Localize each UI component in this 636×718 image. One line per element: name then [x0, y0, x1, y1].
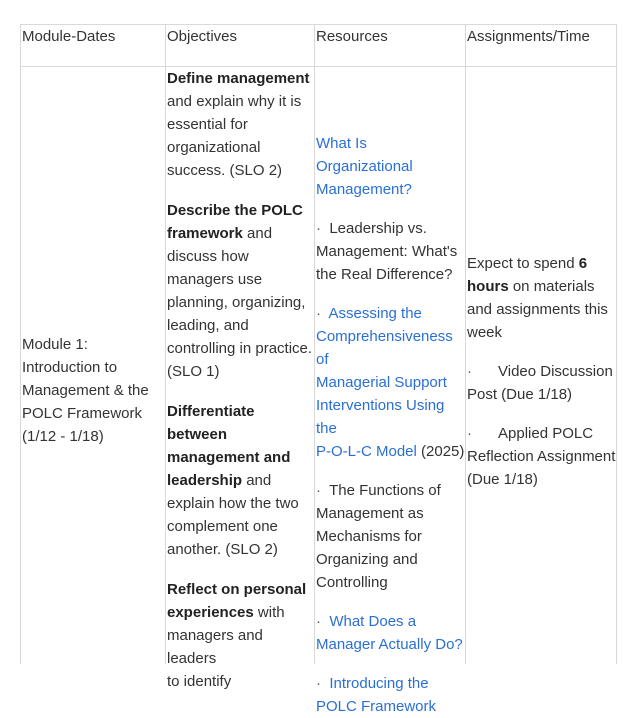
bullet-icon: ·	[316, 305, 321, 322]
bullet-icon: ·	[316, 220, 321, 237]
column-border	[20, 24, 21, 664]
resource-link[interactable]: What Does a	[329, 613, 417, 630]
resource-text: Leadership vs.	[329, 220, 427, 237]
resource-link[interactable]: Interventions Using the	[316, 397, 445, 437]
header-resources: Resources	[316, 28, 388, 45]
resource-text: Mechanisms for	[316, 528, 422, 545]
objective-text: another. (SLO 2)	[167, 541, 278, 558]
assignment-hours-value: 6	[578, 255, 588, 272]
resource-link[interactable]: P-O-L-C Model	[316, 443, 417, 460]
resource-text: Management: What's	[316, 243, 458, 260]
resource-link[interactable]: Introducing the	[329, 675, 429, 692]
assignment-text: Post (Due 1/18)	[467, 386, 573, 403]
resource-link[interactable]: Comprehensiveness of	[316, 328, 453, 368]
objective-text: success. (SLO 2)	[167, 162, 283, 179]
resource-link[interactable]: Management?	[316, 181, 412, 198]
objective-text: with	[253, 604, 285, 621]
resource-link[interactable]: Manager Actually Do?	[316, 636, 463, 653]
assignment-item	[467, 360, 617, 406]
module-cell	[22, 333, 162, 448]
resource-text: The Functions of	[329, 482, 441, 499]
resource-year: (2025)	[416, 443, 465, 460]
column-border	[165, 24, 166, 664]
resource-text: Management as	[316, 505, 424, 522]
module-line: Management & the	[22, 382, 149, 399]
assignments-cell	[467, 252, 617, 491]
bullet-icon: ·	[316, 675, 321, 692]
assignment-text: (Due 1/18)	[467, 471, 538, 488]
table-top-border	[20, 24, 617, 25]
bullet-icon: ·	[316, 482, 321, 499]
objective-bold: framework	[167, 225, 243, 242]
header-objectives: Objectives	[167, 28, 238, 45]
objective-item	[167, 199, 313, 383]
objective-item	[167, 67, 313, 182]
resource-link[interactable]: Assessing the	[328, 305, 422, 322]
header-assignments-time: Assignments/Time	[467, 28, 590, 45]
objective-text: leading, and	[167, 317, 249, 334]
objective-bold: Describe the POLC	[167, 202, 303, 219]
resource-text: Controlling	[316, 574, 388, 591]
bullet-icon: ·	[316, 613, 321, 630]
assignment-intro: and assignments this	[467, 301, 608, 318]
resource-text: the Real Difference?	[316, 266, 453, 283]
objective-text: explain how the two	[167, 495, 299, 512]
objective-text: complement one	[167, 518, 278, 535]
resource-item	[316, 302, 466, 463]
objective-text: and explain why it is	[167, 93, 302, 110]
objective-text: discuss how	[167, 248, 249, 265]
resource-text: Organizing and	[316, 551, 418, 568]
objective-bold: experiences	[167, 604, 254, 621]
module-line: (1/12 - 1/18)	[22, 428, 104, 445]
module-line: Introduction to	[22, 359, 118, 376]
resource-item	[316, 217, 466, 286]
module-line: Module 1:	[22, 336, 88, 353]
objective-item	[167, 400, 313, 561]
objective-bold: management and	[167, 449, 291, 466]
objective-bold: leadership	[167, 472, 243, 489]
assignment-intro: week	[467, 324, 503, 341]
objective-text: managers use	[167, 271, 263, 288]
resource-item	[316, 132, 466, 201]
objective-item	[167, 578, 313, 693]
assignment-intro: Expect to spend	[467, 255, 579, 272]
objective-text: (SLO 1)	[167, 363, 220, 380]
objective-text: essential for	[167, 116, 248, 133]
objective-bold: Differentiate between	[167, 403, 255, 443]
bullet-icon: ·	[467, 363, 472, 380]
objective-text: to identify	[167, 673, 232, 690]
module-line: POLC Framework	[22, 405, 143, 422]
resource-item	[316, 610, 466, 656]
column-border	[314, 24, 315, 664]
assignment-text: Video Discussion	[498, 363, 613, 380]
resource-item	[316, 479, 466, 594]
objectives-cell	[167, 67, 313, 693]
resource-link[interactable]: Managerial Support	[316, 374, 447, 391]
assignment-text: Applied POLC	[498, 425, 594, 442]
objective-text: and	[242, 225, 273, 242]
objective-bold: Define management	[167, 70, 310, 87]
objective-text: controlling in practice.	[167, 340, 313, 357]
assignment-item	[467, 422, 617, 491]
objective-text: managers and leaders	[167, 627, 263, 667]
resources-cell	[316, 132, 466, 718]
assignment-text: Reflection Assignment	[467, 448, 616, 465]
resource-link[interactable]: What Is Organizational	[316, 135, 413, 175]
resource-link[interactable]: POLC Framework	[316, 698, 437, 715]
bullet-icon: ·	[467, 425, 472, 442]
objective-text: and	[242, 472, 272, 489]
objective-bold: Reflect on personal	[167, 581, 307, 598]
objective-text: organizational	[167, 139, 261, 156]
resource-item	[316, 672, 466, 718]
assignment-intro: on materials	[508, 278, 595, 295]
objective-text: planning, organizing,	[167, 294, 306, 311]
header-module-dates: Module-Dates	[22, 28, 116, 45]
assignment-hours-unit: hours	[467, 278, 509, 295]
header-bottom-border	[20, 66, 617, 67]
